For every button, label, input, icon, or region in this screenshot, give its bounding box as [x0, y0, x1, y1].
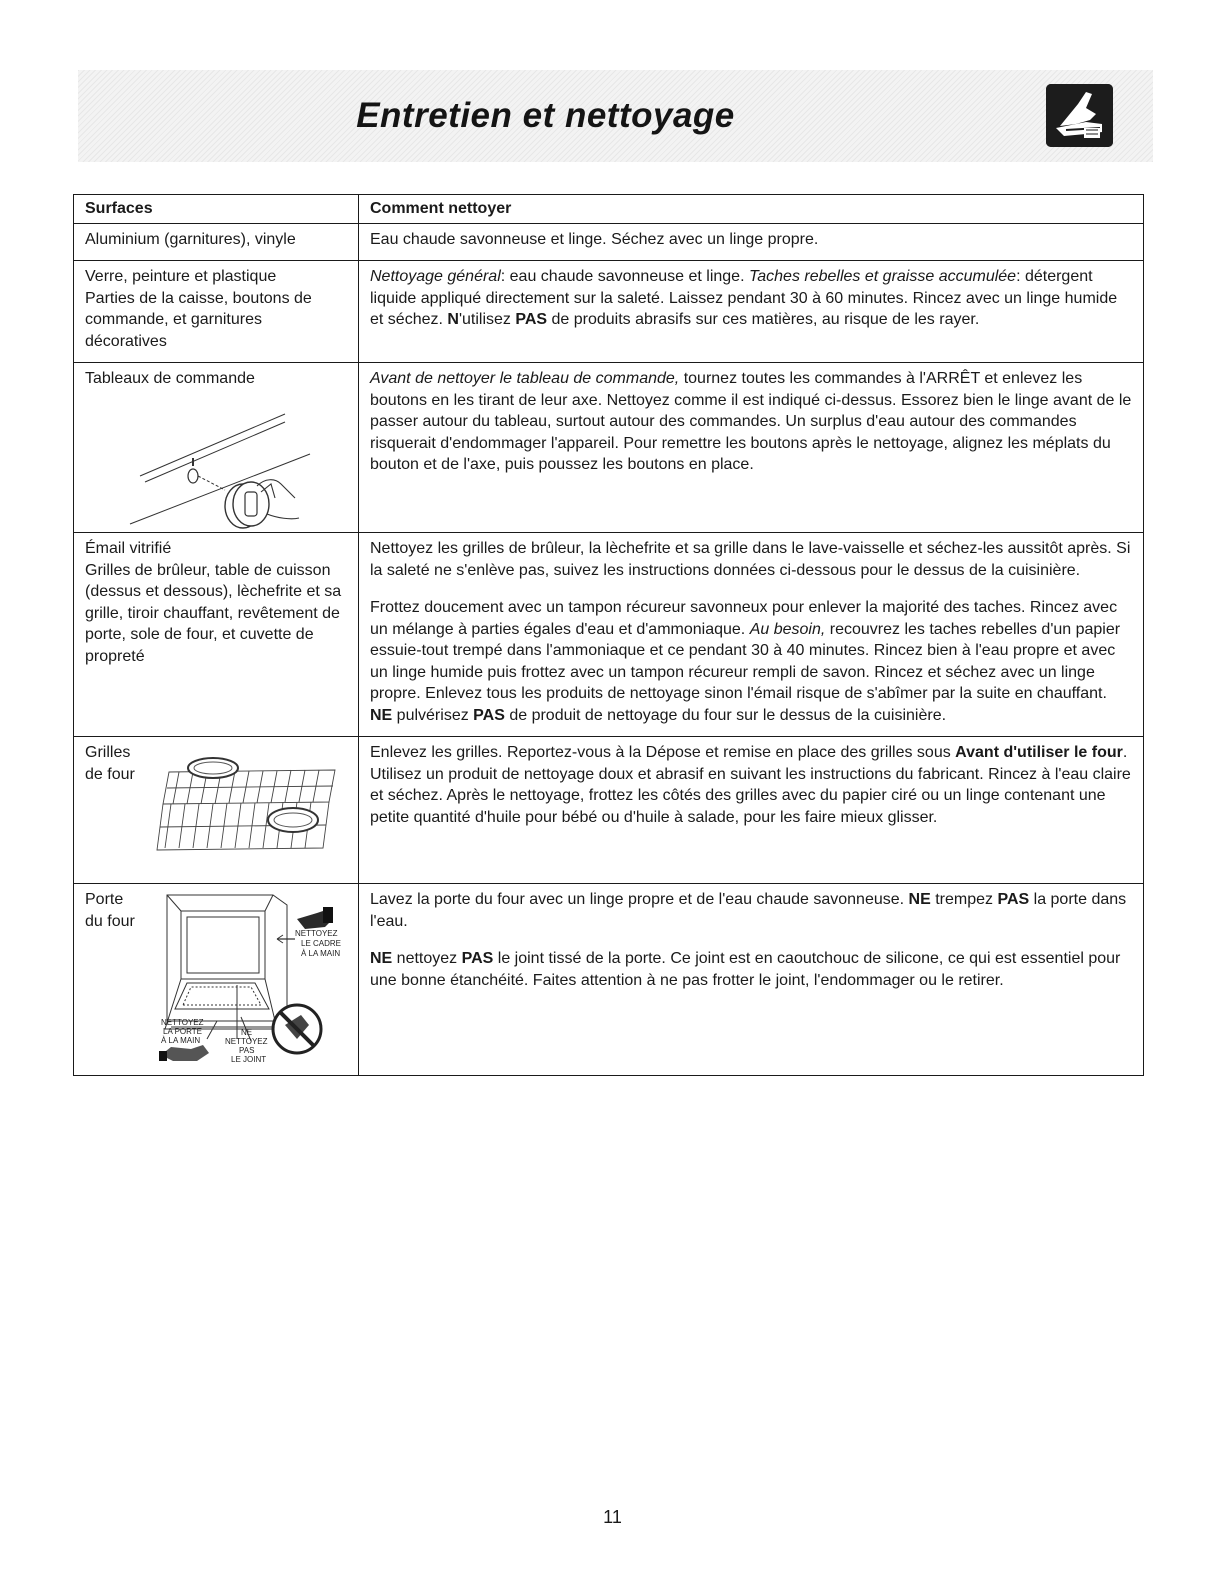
instruction-text: : eau chaude savonneuse et linge.: [500, 268, 749, 285]
gloved-hand-icon: [297, 907, 333, 929]
label-frame-line-2: LE CADRE: [301, 939, 342, 948]
prohibited-icon: [273, 1005, 321, 1053]
instruction-text: NE: [370, 950, 393, 967]
surface-cell: [85, 368, 347, 390]
cleaning-cloth-icon: [159, 1045, 209, 1061]
instruction-text: N: [447, 311, 459, 328]
instruction-paragraph: [370, 229, 1132, 251]
instructions-cell: [359, 884, 1144, 1076]
page-number: 11: [603, 1507, 622, 1527]
instructions-cell: [359, 737, 1144, 884]
label-door-line-2: LA PORTE: [163, 1027, 202, 1036]
instruction-paragraph: [370, 597, 1132, 726]
instruction-text: Nettoyage général: [370, 268, 501, 285]
label-gasket-line-2: NETTOYEZ: [225, 1037, 268, 1046]
instructions-cell: [359, 223, 1144, 261]
surface-cell-with-illustration: [74, 363, 359, 533]
instruction-paragraph: [370, 368, 1132, 476]
instruction-text: PAS: [461, 950, 494, 967]
instruction-paragraph: [370, 538, 1132, 581]
label-gasket-line-3: PAS: [239, 1046, 255, 1055]
instruction-paragraph: [370, 742, 1132, 828]
table-row-oven-racks: [74, 737, 1144, 884]
instruction-text: Enlevez les grilles. Reportez-vous à la Dépose et remise en place des grilles sous: [370, 744, 956, 761]
surface-label: Verre, peinture et plastique: [85, 268, 277, 285]
instruction-paragraph: [370, 266, 1132, 331]
surface-cell: [74, 533, 359, 737]
instruction-text: Frottez doucement avec un tampon récureur savonneux pour enlever la majorité des taches. Rincez avec un mélange à parties égales d'eau et d'ammoniaque.: [370, 599, 1118, 638]
instruction-text: Avant de nettoyer le tableau de commande,: [370, 370, 680, 387]
table-row-glass-paint-plastic: [74, 261, 1144, 363]
instruction-text: Lavez la porte du four avec un linge propre et de l'eau chaude savonneuse.: [370, 891, 909, 908]
instruction-text: nettoyez: [392, 950, 462, 967]
surface-label: Grilles de brûleur, table de cuisson (dessus et dessous), lèchefrite et sa grille, tiroir chauffant, revêtement de porte, sole de four, et cuvette de propreté: [85, 561, 342, 665]
instruction-text: le joint tissé de la porte. Ce joint est en caoutchouc de silicone, ce qui est essentiel pour une bonne étanchéité. Faites attention à ne pas frotter le joint, l'endommager ou le retirer.: [370, 950, 1121, 989]
instruction-text: de produit de nettoyage du four sur le dessus de la cuisinière.: [504, 706, 947, 724]
instruction-text: NE: [908, 891, 931, 908]
instruction-text: NE: [370, 706, 393, 724]
surface-label: Porte: [85, 891, 124, 908]
surface-label: de four: [85, 765, 135, 783]
surface-cell: [85, 742, 157, 854]
label-gasket-line-1: NE: [241, 1028, 253, 1037]
instruction-text: . Utilisez un produit de nettoyage doux et abrasif en suivant les instructions du fabricant. Rincez à l'eau claire et séchez. Après le nettoyage, frottez les côtés des grilles avec du papier ciré ou un linge contenant une petite quantité d'huile pour bébé ou d'huile à salade, pour les faire mieux glisser.: [370, 744, 1131, 826]
instruction-text: trempez: [930, 891, 998, 908]
label-frame-line-1: NETTOYEZ: [295, 929, 338, 938]
instruction-text: PAS: [515, 311, 548, 328]
instructions-cell: [359, 533, 1144, 737]
instruction-text: la porte dans l'eau.: [370, 891, 1127, 930]
instruction-text: 'utilisez: [458, 311, 516, 328]
table-row-oven-door: [74, 884, 1144, 1076]
label-frame-line-3: À LA MAIN: [301, 949, 341, 958]
table-row-control-panels: [74, 363, 1144, 533]
table-row-aluminium: [74, 223, 1144, 261]
page-title: Entretien et nettoyage: [356, 96, 735, 135]
surface-cell: [74, 261, 359, 363]
table-header-row: [74, 195, 1144, 224]
hand-cleaning-icon: [1046, 84, 1113, 147]
instruction-paragraph: [370, 948, 1132, 991]
instruction-paragraph: [370, 889, 1132, 932]
instruction-text: Avant d'utiliser le four: [955, 744, 1123, 761]
oven-door-illustration: [157, 889, 342, 1065]
instruction-text: Taches rebelles et graisse accumulée: [748, 268, 1017, 285]
instructions-cell: [359, 363, 1144, 533]
instruction-text: PAS: [473, 706, 505, 724]
surface-label: Parties de la caisse, boutons de commande, et garnitures décoratives: [85, 289, 312, 350]
surface-cell-with-illustration: [74, 884, 359, 1076]
label-door-line-1: NETTOYEZ: [161, 1018, 204, 1027]
control-knob-illustration: [85, 394, 295, 519]
surface-label: Grilles: [85, 744, 131, 761]
oven-rack-illustration: [157, 742, 337, 854]
cleaning-table: [73, 194, 1144, 1076]
label-gasket-line-4: LE JOINT: [231, 1055, 267, 1064]
instruction-text: pulvérisez: [392, 706, 474, 724]
surface-cell-with-illustration: [74, 737, 359, 884]
surface-cell: [85, 889, 157, 1065]
instruction-text: : détergent liquide appliqué directement sur la saleté. Laissez pendant 30 à 60 minutes. Rincez avec un linge humide et séchez.: [370, 268, 1118, 328]
instruction-text: Au besoin,: [749, 620, 826, 638]
column-header-surfaces: Surfaces: [74, 195, 359, 224]
instruction-text: Eau chaude savonneuse et linge. Séchez avec un linge propre.: [370, 230, 819, 248]
header-banner: [78, 70, 1153, 162]
surface-label: Aluminium (garnitures), vinyle: [85, 230, 296, 248]
instruction-text: PAS: [997, 891, 1030, 908]
surface-label: Tableaux de commande: [85, 370, 255, 387]
instruction-text: tournez toutes les commandes à l'ARRÊT et enlevez les boutons en les tirant de leur axe. Nettoyez comme il est indiqué ci-dessus. Essorez bien le linge avant de le passer autour du tableau, surtout autour des commandes. Un surplus d'eau autour des commandes risquerait d'endommager l'appareil. Pour remettre les boutons après le nettoyage, alignez les méplats du bouton et de l'axe, puis poussez les boutons en place.: [370, 370, 1132, 473]
surface-cell: [74, 223, 359, 261]
column-header-how-to-clean: Comment nettoyer: [359, 195, 1144, 224]
surface-label: du four: [85, 912, 135, 930]
surface-label: Émail vitrifié: [85, 540, 172, 557]
instructions-cell: [359, 261, 1144, 363]
instruction-text: recouvrez les taches rebelles d'un papier essuie-tout trempé dans l'ammoniaque et ce pendant 30 à 40 minutes. Rincez bien à l'eau propre et avec un linge humide puis frottez avec un tampon récureur rempli de savon. Rincez et séchez avec un linge propre. Enlevez tous les produits de nettoyage sinon l'émail risque de s'abîmer par la suite en chauffant.: [370, 620, 1121, 702]
instruction-text: Nettoyez les grilles de brûleur, la lèchefrite et sa grille dans le lave-vaisselle et séchez-les aussitôt après. Si la saleté ne s'enlève pas, suivez les instructions données ci-dessous pour le dessus de la cuisinière.: [370, 540, 1131, 579]
label-door-line-3: À LA MAIN: [161, 1036, 201, 1045]
instruction-text: de produits abrasifs sur ces matières, au risque de les rayer.: [547, 311, 980, 328]
table-row-enamel: [74, 533, 1144, 737]
